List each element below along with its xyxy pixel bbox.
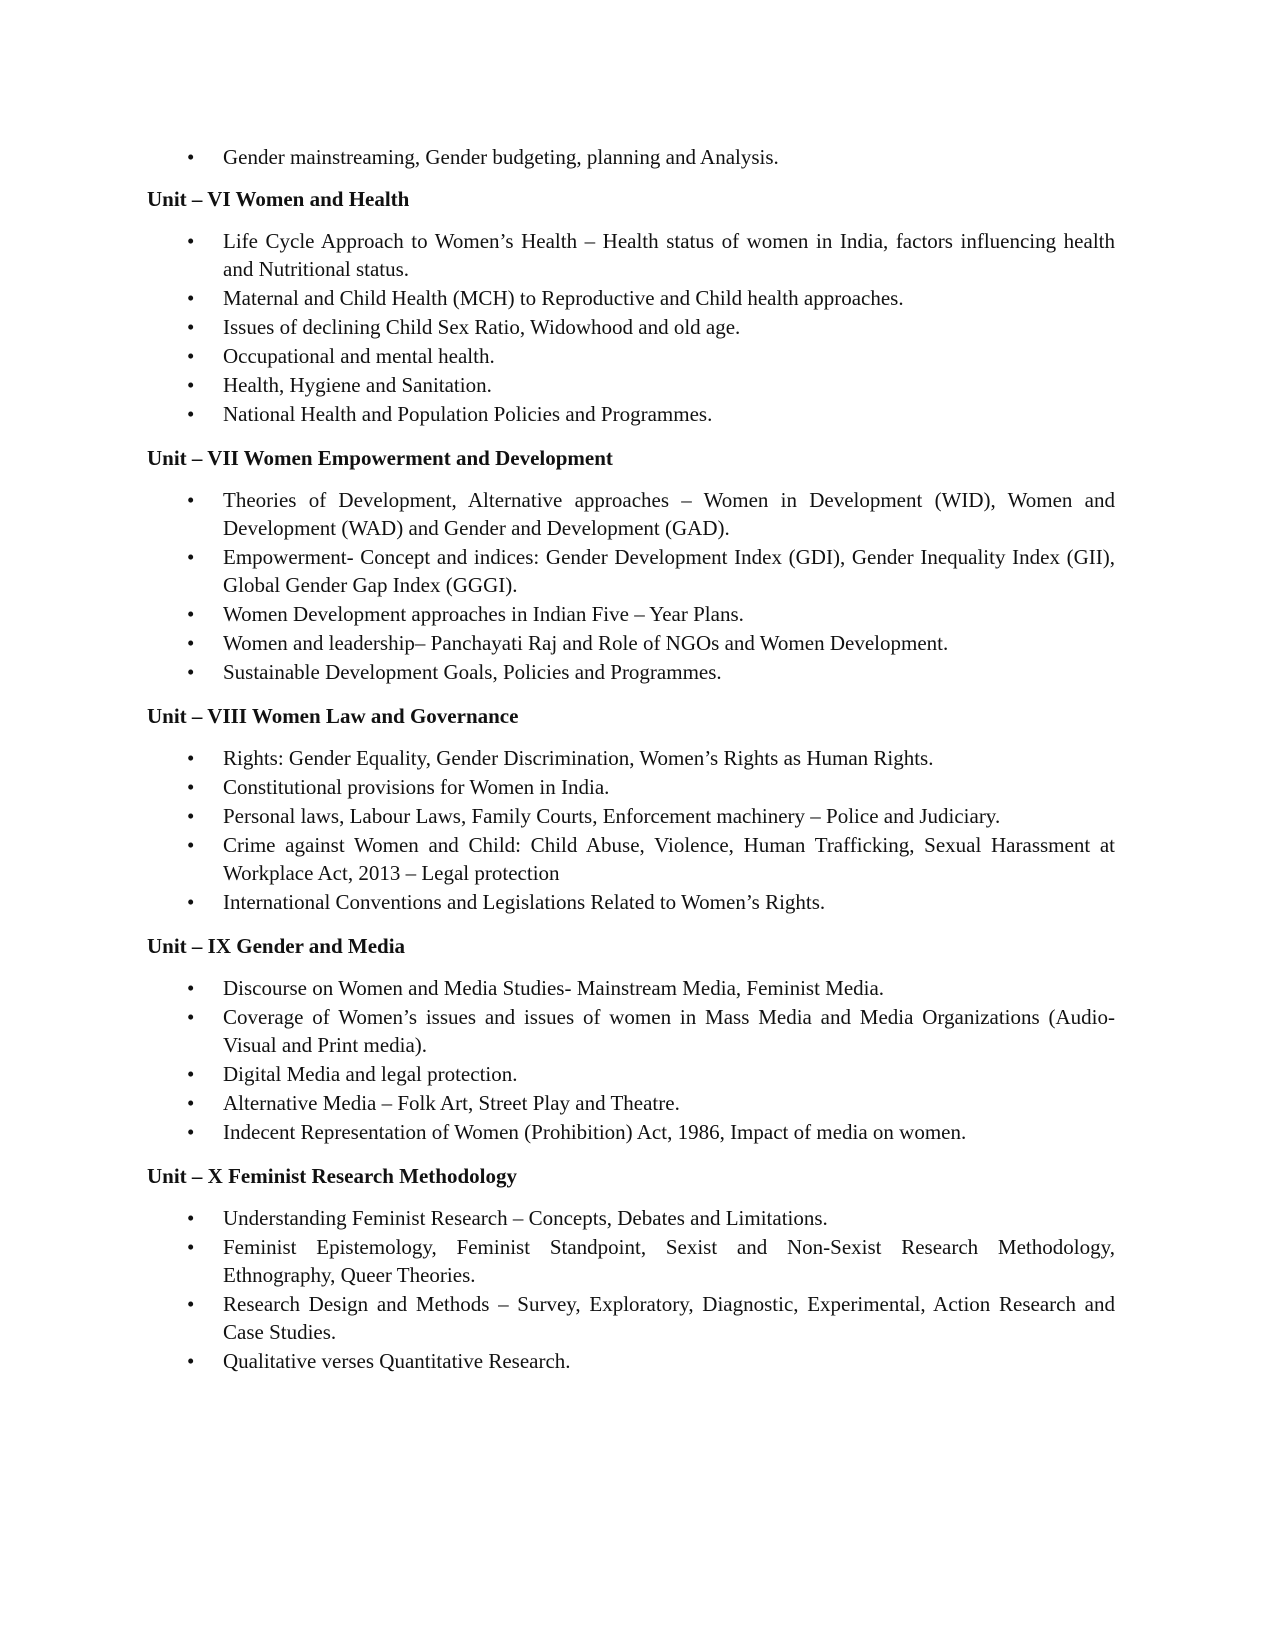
list-item xyxy=(147,974,1115,1002)
bullet-icon: • xyxy=(187,890,195,914)
list-item xyxy=(147,1204,1115,1232)
list-item xyxy=(147,629,1115,657)
bullet-icon: • xyxy=(187,344,195,368)
bullet-icon: • xyxy=(187,1120,195,1144)
list-item xyxy=(147,658,1115,686)
list-item xyxy=(147,1347,1115,1375)
unit-list xyxy=(147,974,1115,1146)
intro-list xyxy=(147,143,1115,171)
list-item xyxy=(147,1089,1115,1117)
list-item-text: Rights: Gender Equality, Gender Discrimination, Women’s Rights as Human Rights. xyxy=(223,746,934,770)
list-item-text: International Conventions and Legislations Related to Women’s Rights. xyxy=(223,890,826,914)
list-item-text: Women Development approaches in Indian Five – Year Plans. xyxy=(223,602,744,626)
list-item xyxy=(147,744,1115,772)
list-item-text: Gender mainstreaming, Gender budgeting, planning and Analysis. xyxy=(223,145,779,169)
unit-heading: Unit – VI Women and Health xyxy=(147,187,410,211)
bullet-icon: • xyxy=(187,775,195,799)
bullet-icon: • xyxy=(187,660,195,684)
bullet-icon: • xyxy=(187,746,195,770)
bullet-icon: • xyxy=(187,1206,195,1230)
bullet-icon: • xyxy=(187,631,195,655)
unit-section xyxy=(147,702,1115,916)
unit-section xyxy=(147,932,1115,1146)
bullet-icon: • xyxy=(187,145,195,169)
bullet-icon: • xyxy=(187,833,195,857)
list-item xyxy=(147,486,1115,542)
list-item xyxy=(147,1233,1115,1289)
list-item xyxy=(147,831,1115,887)
unit-heading: Unit – X Feminist Research Methodology xyxy=(147,1164,517,1188)
list-item xyxy=(147,888,1115,916)
list-item xyxy=(147,600,1115,628)
unit-section xyxy=(147,1162,1115,1375)
list-item-text: Personal laws, Labour Laws, Family Courts, Enforcement machinery – Police and Judiciary. xyxy=(223,804,1001,828)
list-item xyxy=(147,1118,1115,1146)
list-item xyxy=(147,1290,1115,1346)
list-item xyxy=(147,543,1115,599)
unit-list xyxy=(147,486,1115,686)
unit-heading: Unit – VII Women Empowerment and Development xyxy=(147,446,613,470)
bullet-icon: • xyxy=(187,286,195,310)
bullet-icon: • xyxy=(187,488,195,512)
list-item-text: Qualitative verses Quantitative Research. xyxy=(223,1349,571,1373)
unit-section xyxy=(147,185,1115,428)
bullet-icon: • xyxy=(187,602,195,626)
bullet-icon: • xyxy=(187,976,195,1000)
list-item xyxy=(147,313,1115,341)
unit-list xyxy=(147,227,1115,428)
list-item-text: Constitutional provisions for Women in India. xyxy=(223,775,610,799)
bullet-icon: • xyxy=(187,1235,195,1259)
list-item-text: Research Design and Methods – Survey, Exploratory, Diagnostic, Experimental, Action Research and Case Studies. xyxy=(223,1292,1115,1344)
list-item-text: Empowerment- Concept and indices: Gender Development Index (GDI), Gender Inequality Index (GII), Global Gender Gap Index (GGGI). xyxy=(223,545,1115,597)
list-item xyxy=(147,400,1115,428)
list-item xyxy=(147,802,1115,830)
unit-heading: Unit – IX Gender and Media xyxy=(147,934,406,958)
list-item-text: National Health and Population Policies and Programmes. xyxy=(223,402,713,426)
list-item-text: Health, Hygiene and Sanitation. xyxy=(223,373,492,397)
list-item xyxy=(147,1003,1115,1059)
list-item-text: Indecent Representation of Women (Prohibition) Act, 1986, Impact of media on women. xyxy=(223,1120,967,1144)
list-item-text: Issues of declining Child Sex Ratio, Widowhood and old age. xyxy=(223,315,741,339)
list-item-text: Understanding Feminist Research – Concepts, Debates and Limitations. xyxy=(223,1206,828,1230)
list-item-text: Life Cycle Approach to Women’s Health – Health status of women in India, factors influencing health and Nutritional status. xyxy=(223,229,1115,281)
bullet-icon: • xyxy=(187,1349,195,1373)
document-page xyxy=(147,143,1115,1376)
list-item-text: Sustainable Development Goals, Policies and Programmes. xyxy=(223,660,722,684)
list-item-text: Digital Media and legal protection. xyxy=(223,1062,518,1086)
list-item-text: Crime against Women and Child: Child Abuse, Violence, Human Trafficking, Sexual Harassment at Workplace Act, 2013 – Legal protection xyxy=(223,833,1115,885)
unit-section xyxy=(147,444,1115,686)
unit-heading: Unit – VIII Women Law and Governance xyxy=(147,704,519,728)
bullet-icon: • xyxy=(187,545,195,569)
list-item xyxy=(147,143,1115,171)
bullet-icon: • xyxy=(187,1091,195,1115)
unit-list xyxy=(147,1204,1115,1375)
list-item-text: Occupational and mental health. xyxy=(223,344,495,368)
list-item xyxy=(147,227,1115,283)
list-item xyxy=(147,1060,1115,1088)
list-item xyxy=(147,371,1115,399)
bullet-icon: • xyxy=(187,402,195,426)
bullet-icon: • xyxy=(187,1292,195,1316)
list-item xyxy=(147,342,1115,370)
unit-list xyxy=(147,744,1115,916)
list-item xyxy=(147,773,1115,801)
list-item xyxy=(147,284,1115,312)
list-item-text: Alternative Media – Folk Art, Street Play and Theatre. xyxy=(223,1091,680,1115)
list-item-text: Women and leadership– Panchayati Raj and Role of NGOs and Women Development. xyxy=(223,631,949,655)
bullet-icon: • xyxy=(187,315,195,339)
list-item-text: Coverage of Women’s issues and issues of women in Mass Media and Media Organizations (Audio-Visual and Print media). xyxy=(223,1005,1115,1057)
bullet-icon: • xyxy=(187,1062,195,1086)
list-item-text: Discourse on Women and Media Studies- Mainstream Media, Feminist Media. xyxy=(223,976,885,1000)
bullet-icon: • xyxy=(187,373,195,397)
list-item-text: Maternal and Child Health (MCH) to Reproductive and Child health approaches. xyxy=(223,286,904,310)
bullet-icon: • xyxy=(187,229,195,253)
bullet-icon: • xyxy=(187,804,195,828)
bullet-icon: • xyxy=(187,1005,195,1029)
list-item-text: Feminist Epistemology, Feminist Standpoint, Sexist and Non-Sexist Research Methodology, Ethnography, Queer Theories. xyxy=(223,1235,1115,1287)
list-item-text: Theories of Development, Alternative approaches – Women in Development (WID), Women and Development (WAD) and Gender and Development (GAD). xyxy=(223,488,1115,540)
